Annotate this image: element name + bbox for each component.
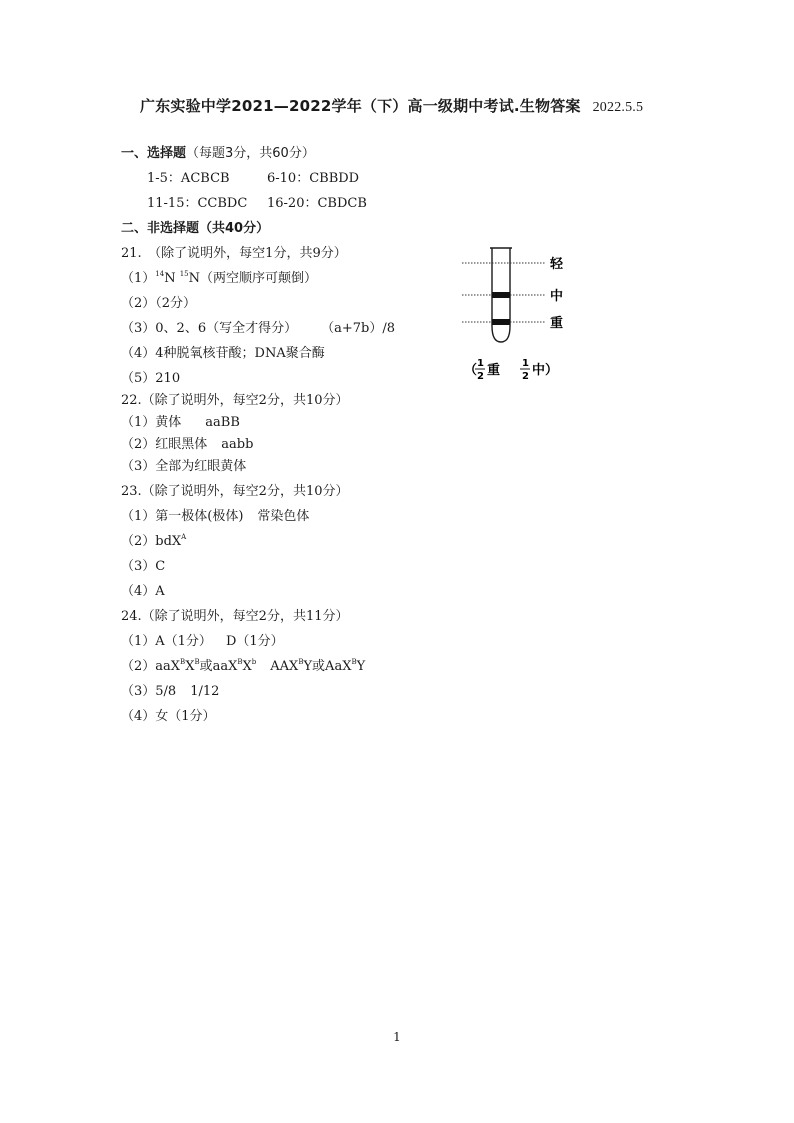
q24-a2-s4: b — [251, 658, 257, 666]
q22-answer-3: （3）全部为红眼黄体 — [121, 459, 247, 474]
label-middle: 中 — [550, 289, 564, 304]
answers-6-10: 6-10：CBBDD — [267, 171, 360, 186]
fraction-2-denominator: 2 — [522, 371, 529, 382]
q24-a2-p3: 或aaX — [199, 659, 238, 674]
fraction-2-numerator: 1 — [522, 358, 529, 369]
q24-answer-1 — [121, 630, 284, 649]
heavy-dna-band — [492, 319, 510, 325]
page-number: 1 — [393, 1030, 401, 1044]
q21-heading: 21. （除了说明外，每空1分，共9分） — [121, 246, 347, 261]
q23-answer-1 — [121, 505, 309, 524]
section-1-title: 一、选择题 — [121, 146, 187, 161]
q21-answer-3 — [121, 317, 395, 336]
answers-11-15: 11-15：CCBDC — [147, 196, 248, 211]
exam-date: 2022.5.5 — [592, 100, 644, 115]
q22-answer-1 — [121, 411, 240, 430]
q23-a2-prefix: （2）bdX — [121, 534, 182, 549]
q23-a1: （1）第一极体(极体) — [121, 509, 244, 524]
q24-heading: 24.（除了说明外，每空2分，共11分） — [121, 609, 349, 624]
q23-heading: 23.（除了说明外，每空2分，共10分） — [121, 484, 349, 499]
q22-a1: （1）黄体 — [121, 415, 182, 430]
q24-answer-2 — [121, 655, 365, 674]
q24-a2-s2: B — [194, 658, 200, 666]
q24-a2-s6: B — [351, 658, 357, 666]
q24-a2-p4: X — [242, 659, 252, 674]
q24-a3b: 1/12 — [190, 684, 220, 699]
q24-a2-p7: Y — [356, 659, 366, 674]
answer-row-1 — [147, 167, 359, 186]
q21-a1-n1: N — [164, 271, 176, 286]
q22-a1b: aaBB — [205, 415, 240, 430]
title-text: 广东实验中学2021—2022学年（下）高一级期中考试.生物答案 — [140, 97, 581, 115]
caption-open-paren: （ — [464, 363, 478, 378]
q21-a3b: （a+7b）/8 — [321, 321, 395, 336]
q24-answer-3 — [121, 680, 219, 699]
q24-a2-p2: X — [185, 659, 195, 674]
q22-a2b: aabb — [221, 437, 254, 452]
q21-answer-5: （5）210 — [121, 371, 181, 386]
q23-answer-4: （4）A — [121, 584, 165, 599]
section-1-note: （每题3分，共60分） — [186, 146, 315, 161]
label-light: 轻 — [550, 257, 564, 272]
q24-a2-s5: B — [298, 658, 304, 666]
fraction-1-numerator: 1 — [477, 358, 484, 369]
q24-a2-p1: （2）aaX — [121, 659, 181, 674]
q23-answer-2 — [121, 530, 186, 549]
answers-16-20: 16-20：CBDCB — [267, 196, 367, 211]
q23-answer-3: （3）C — [121, 559, 166, 574]
q24-answer-4: （4）女（1分） — [121, 709, 216, 724]
q24-a2-p5: AAX — [270, 659, 299, 674]
q21-answer-2: （2）（2分） — [121, 296, 197, 311]
q23-a1b: 常染色体 — [257, 509, 310, 524]
q24-a2-s1: B — [180, 658, 186, 666]
fraction-1-denominator: 2 — [477, 371, 484, 382]
q22-a2: （2）红眼黑体 — [121, 437, 208, 452]
q21-a3: （3）0、2、6（写全才得分） — [121, 321, 298, 336]
q22-answer-2 — [121, 433, 253, 452]
q23-a2-sup: A — [181, 533, 187, 541]
q21-answer-1 — [121, 267, 317, 286]
centrifuge-tube-diagram — [460, 246, 580, 386]
answer-row-2 — [147, 192, 367, 211]
q24-a3: （3）5/8 — [121, 684, 177, 699]
label-heavy: 重 — [550, 316, 564, 331]
q24-a1b: D（1分） — [225, 634, 284, 649]
q21-a1-prefix: （1） — [121, 271, 156, 286]
middle-dna-band — [492, 292, 510, 298]
caption-heavy: 重 — [487, 363, 501, 378]
q21-a1-sup2: 15 — [179, 270, 189, 278]
answers-1-5: 1-5：ACBCB — [147, 171, 230, 186]
q21-answer-4: （4）4种脱氧核苷酸；DNA聚合酶 — [121, 346, 325, 361]
q21-a1-sup1: 14 — [155, 270, 165, 278]
q24-a1: （1）A（1分） — [121, 634, 212, 649]
section-1-heading — [121, 142, 315, 161]
q24-a2-s3: B — [237, 658, 243, 666]
caption-middle: 中） — [532, 363, 559, 378]
document-title — [140, 95, 700, 116]
section-2-heading: 二、非选择题（共40分） — [121, 221, 270, 236]
q21-a1-n2: N（两空顺序可颠倒） — [188, 271, 318, 286]
q24-a2-p6: Y或AaX — [303, 659, 352, 674]
q22-heading: 22.（除了说明外，每空2分，共10分） — [121, 393, 349, 408]
